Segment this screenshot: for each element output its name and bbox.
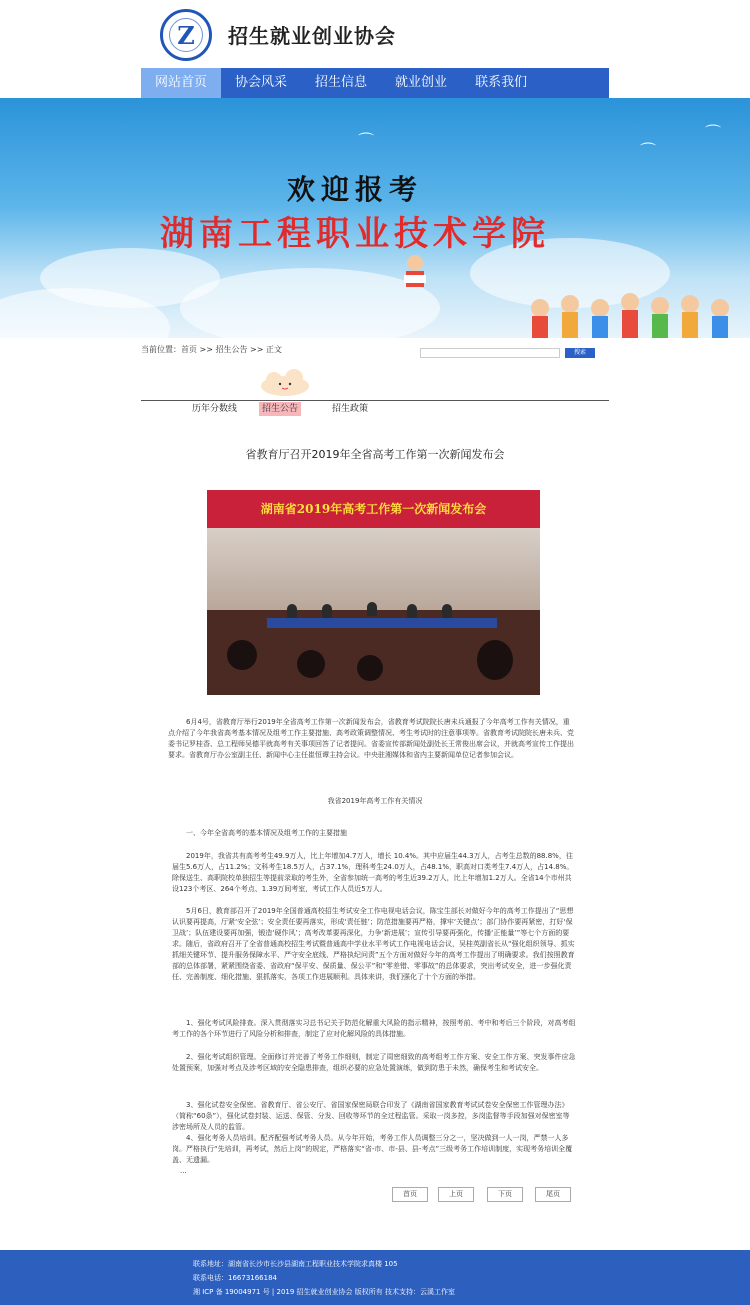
banner-school-name: 湖南工程职业技术学院 <box>160 214 550 254</box>
ellipsis: ... <box>180 1167 187 1175</box>
footer-address: 联系地址：湖南省长沙市长沙县湖南工程职业技术学院求真楼 105 <box>193 1260 398 1268</box>
article-intro: 6月4号，省教育厅举行2019年全省高考工作第一次新闻发布会，省教育考试院院长唐未兵通报了今年高考工作有关情况，重点介绍了今年我省高考基本情况及组考工作主要措施、高考政策调整情况、考生考试时的注意事项等。省教育考试院院长唐未兵、党委书记罗桂香、总工程师吴德平就高考有关事项回答了记者提问。省委宣传部新闻处副处长王常俊出席会议，并就高考宣传工作提出要求。省教育厅办公室副主任、新闻中心主任崔恒谭主持会议。中央驻湘媒体和省内主要新闻单位记者参加会议。 <box>168 718 574 759</box>
article-title: 省教育厅召开2019年全省高考工作第一次新闻发布会 <box>245 448 505 461</box>
site-title: 招生就业创业协会 <box>228 24 396 48</box>
article-photo <box>207 490 540 695</box>
article-subtitle: 我省2019年高考工作有关情况 <box>327 797 423 805</box>
article-paragraph: 2、强化考试组织管理。全面修订并完善了考务工作细则，制定了周密细致的高考组考工作方案、安全工作方案、突发事件应急处置预案，加强对考点及涉考区域的安全隐患排查，组织必要的应急处置演练，做到防患于未然，确保考生和考试安全。 <box>172 1053 576 1072</box>
speaker <box>407 604 417 618</box>
pager-last-button[interactable]: 尾页 <box>535 1187 571 1202</box>
pager-prev-button[interactable]: 上页 <box>438 1187 474 1202</box>
audience <box>357 655 383 681</box>
nav-item-contact[interactable]: 联系我们 <box>475 75 528 90</box>
children-illustration <box>520 268 750 338</box>
speaker <box>367 602 377 616</box>
hero-banner <box>0 98 750 338</box>
pager-first-button[interactable]: 首页 <box>392 1187 428 1202</box>
audience <box>477 640 513 680</box>
photo-wall <box>207 528 540 610</box>
nav-item-home[interactable]: 网站首页 <box>141 68 221 98</box>
site-footer <box>0 1250 750 1305</box>
speaker <box>442 604 452 618</box>
article-paragraph: 3、强化试卷安全保密。省教育厅、省公安厅、省国家保密局联合印发了《湖南省国家教育考试试卷安全保密工作管理办法》（简称“60条”），强化试卷封装、运送、保管、分发、回收等环节的全过程监管。采取一岗多控，多岗监督等手段加强对保密室等涉密场所及人员的监管。 <box>172 1101 570 1131</box>
speaker <box>322 604 332 618</box>
breadcrumb: 当前位置：首页 >> 招生公告 >> 正文 <box>141 345 282 354</box>
article-paragraph: 2019年，我省共有高考考生49.9万人，比上年增加4.7万人，增长 10.4%。其中应届生44.3万人，占考生总数的88.8%，往届生5.6万人，占11.2%；文科考生18.5万人，占37.1%，理科考生24.0万人，占48.1%，职高对口类考生7.4万人，占14.8%。除保送生、高职院校单独招生等提前录取的考生外，全省参加统一高考的考生近39.2万人，比上年增加1.2万人。全省14个市州共设123个考区、264个考点、1.39万间考室，考试工作人员近5万人。 <box>172 852 574 893</box>
bird-icon: ⌒ <box>358 131 375 150</box>
section-heading: 一、今年全省高考的基本情况及组考工作的主要措施 <box>186 829 347 837</box>
footer-phone: 联系电话：16673166184 <box>193 1274 277 1282</box>
cloud-mascot-icon <box>258 368 312 396</box>
bird-icon: ⌒ <box>705 123 722 142</box>
bird-icon: ⌒ <box>640 141 657 160</box>
tab-score-lines[interactable]: 历年分数线 <box>192 404 238 414</box>
audience <box>297 650 325 678</box>
logo[interactable] <box>160 9 212 61</box>
search-input[interactable] <box>420 348 560 358</box>
tab-underline <box>141 400 609 401</box>
tab-admission-policy[interactable]: 招生政策 <box>332 404 369 414</box>
tab-admission-notice[interactable]: 招生公告 <box>259 402 301 416</box>
search-button[interactable]: 搜索 <box>565 348 595 358</box>
speaker <box>287 604 297 618</box>
audience <box>227 640 257 670</box>
site-header <box>0 0 750 68</box>
article-paragraph: 5月6日，教育部召开了2019年全国普通高校招生考试安全工作电视电话会议，陈宝生部长对做好今年的高考工作提出了“思想认识要再提高，厅紧‘安全弦’；安全责任要再落实，形成‘责任链’；防范措施要再严格，撑牢‘关键点’；部门协作要再紧密，打好‘保卫战’；队伍建设要再加强，锻造‘硬作风’；高考改革要再深化，力争‘新进展’；宣传引导要再强化，传播‘正能量’”等七个方面的要求。随后，省政府召开了全省普通高校招生考试暨普通高中学业水平考试工作电视电话会议，吴桂英副省长从“强化组织领导、抓实抓细关键环节、提升服务保障水平、严守安全底线、严格执纪问责”五个方面对做好今年的高考工作提出了明确要求。我们按照教育部的总体部署，紧紧围绕省委、省政府“保平安、保质量、保公平”和“零差错、零事故”的总体要求，突出考试安全，进一步强化责任、完善制度、细化措施、狠抓落实，各项工作进展顺利。具体来讲，我们强化了十个方面的举措。 <box>172 907 575 981</box>
pager-next-button[interactable]: 下页 <box>487 1187 523 1202</box>
footer-copyright: 湘 ICP 备 19004971 号 | 2019 招生就业创业协会 版权所有 技术支持：云溪工作室 <box>193 1288 456 1296</box>
nav-item-association[interactable]: 协会风采 <box>235 75 288 90</box>
article-paragraph: 1、强化考试风险排查。深入贯彻落实习总书记关于防范化解重大风险的指示精神，按照考前、考中和考后三个阶段，对高考组考工作的各个环节进行了风险分析和排查，制定了应对化解风险的具体措施。 <box>172 1019 576 1038</box>
main-nav <box>141 68 609 98</box>
article-paragraph: 4、强化考务人员培训。配齐配强考试考务人员。从今年开始，考务工作人员调整三分之一，坚决做到一人一岗，严禁一人多岗。严格执行“先培训，再考试，然后上岗”的规定，严格落实“省-市、市-县、县-考点”三级考务工作培训制度，实现考务培训全覆盖、无遗漏。 <box>172 1134 573 1164</box>
banner-welcome: 欢迎报考 <box>287 173 424 206</box>
speaker-table <box>267 618 497 628</box>
nav-item-admission[interactable]: 招生信息 <box>315 75 368 90</box>
reading-child-icon <box>400 253 430 293</box>
nav-item-employment[interactable]: 就业创业 <box>395 75 448 90</box>
logo-icon: Z <box>169 18 203 52</box>
photo-banner-text: 湖南省2019年高考工作第一次新闻发布会 <box>260 502 487 516</box>
